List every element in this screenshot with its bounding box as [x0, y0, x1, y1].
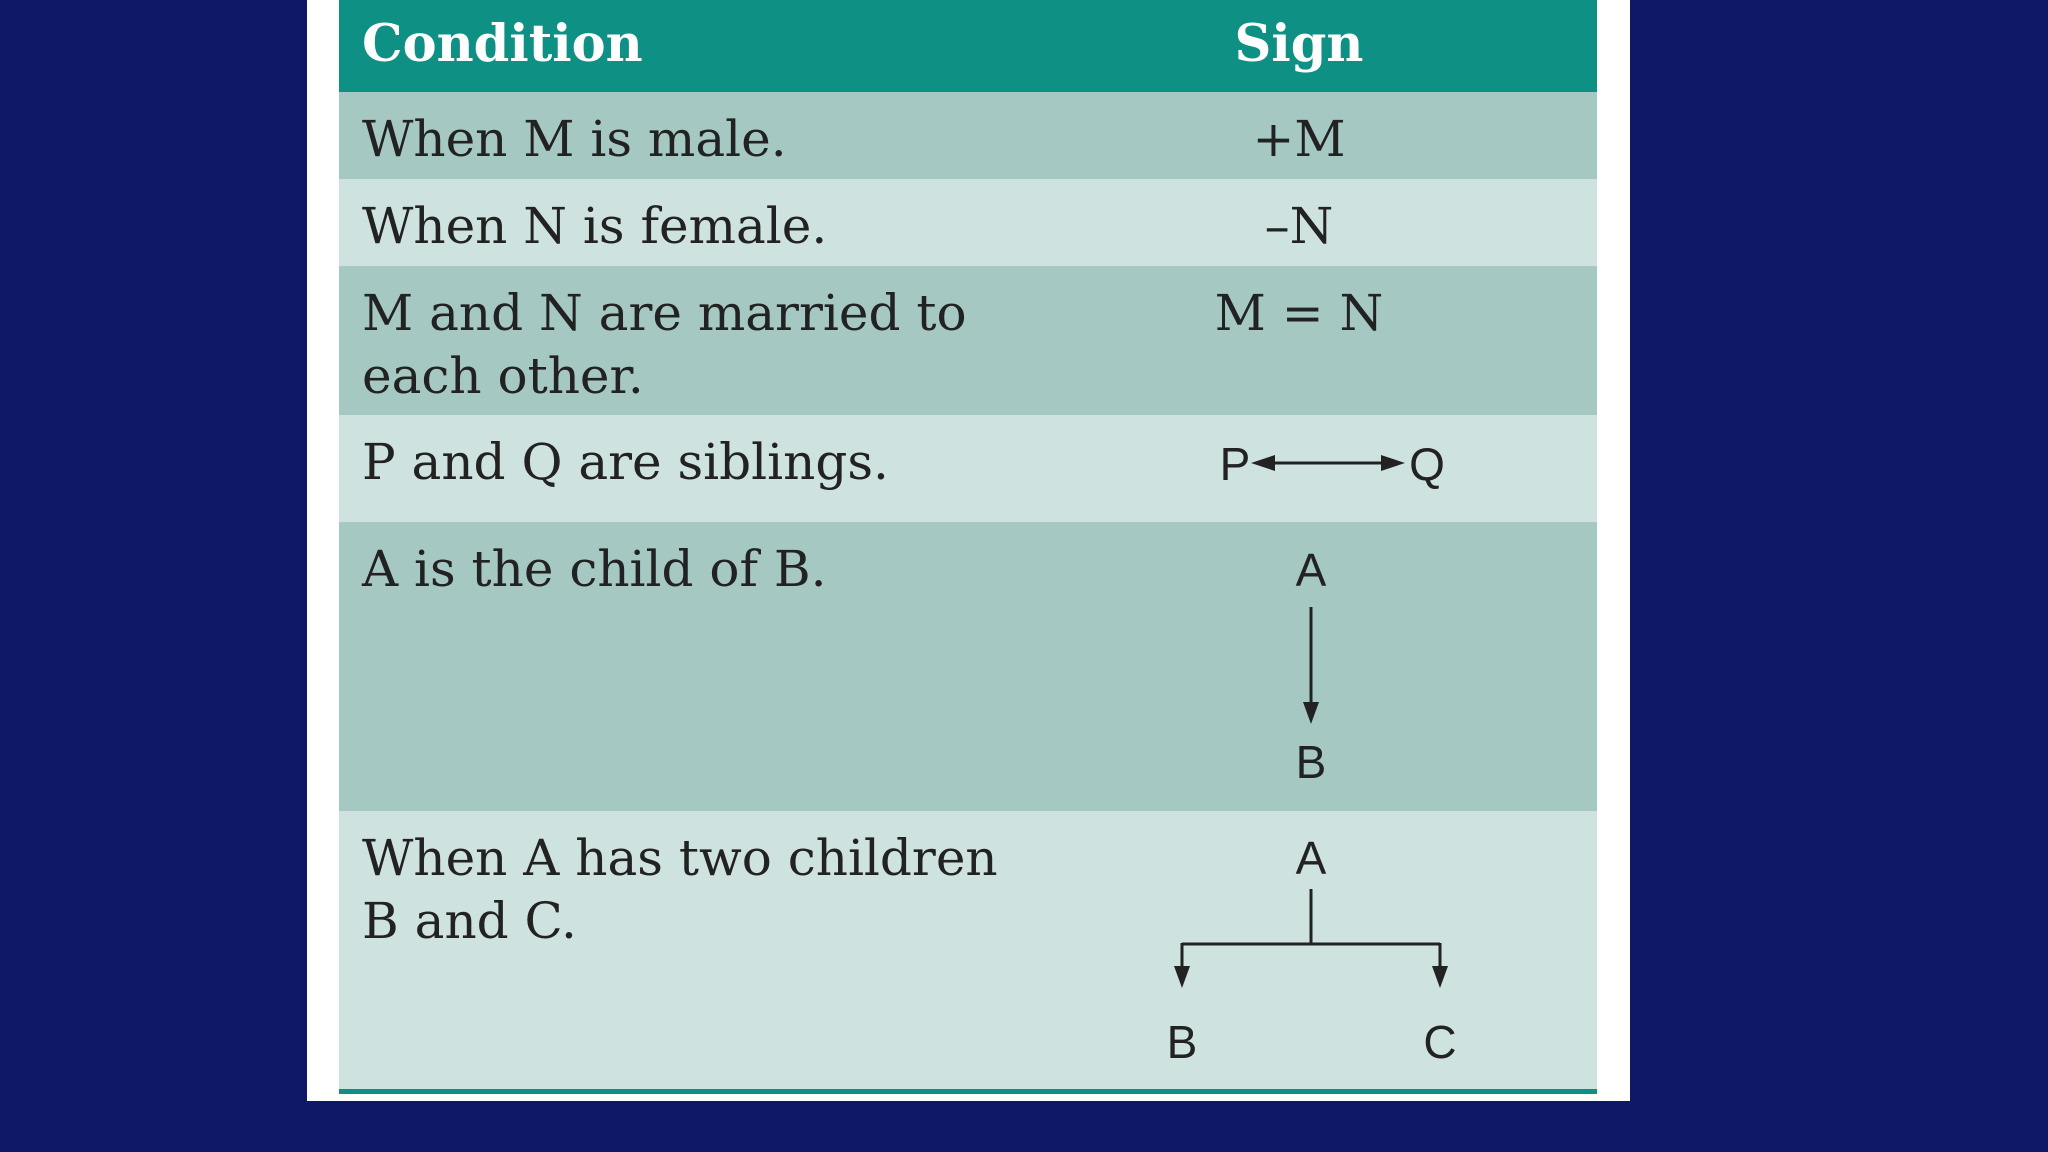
child-label-a: A [1295, 544, 1327, 596]
table-row [339, 179, 1597, 266]
arrowhead-down-right-icon [1432, 966, 1448, 988]
table-row [339, 522, 1597, 811]
table-row [339, 811, 1597, 1089]
condition-cell: P and Q are siblings. [362, 433, 889, 491]
child-label-c: C [1423, 1016, 1457, 1068]
arrowhead-down-icon [1303, 702, 1319, 724]
sign-cell: M = N [1214, 284, 1384, 342]
sibling-label-q: Q [1409, 438, 1445, 490]
header-condition: Condition [362, 14, 643, 74]
arrowhead-right-icon [1381, 455, 1405, 471]
sign-cell: –N [1264, 197, 1334, 255]
child-diagram [339, 522, 1597, 811]
table-card [307, 0, 1630, 1101]
sign-cell: +M [1252, 110, 1346, 168]
child-label-b: B [1166, 1016, 1198, 1068]
sibling-label-p: P [1219, 438, 1251, 490]
header-sign: Sign [1234, 14, 1364, 74]
table-row [339, 92, 1597, 179]
condition-cell: When M is male. [362, 110, 787, 168]
parent-label-a: A [1295, 832, 1327, 884]
sibling-diagram [339, 415, 1597, 522]
table-header [339, 0, 1597, 92]
arrowhead-down-left-icon [1174, 966, 1190, 988]
two-children-diagram [339, 811, 1597, 1089]
notation-table [339, 0, 1597, 1094]
condition-cell: When N is female. [362, 197, 828, 255]
table-row [339, 415, 1597, 522]
condition-cell: M and N are married to each other. [362, 284, 967, 405]
bottom-rule [339, 1089, 1597, 1094]
child-label-b: B [1295, 736, 1327, 788]
condition-cell: When A has two children B and C. [362, 829, 998, 950]
table-row [339, 266, 1597, 415]
condition-cell: A is the child of B. [362, 540, 827, 598]
arrowhead-left-icon [1251, 455, 1275, 471]
